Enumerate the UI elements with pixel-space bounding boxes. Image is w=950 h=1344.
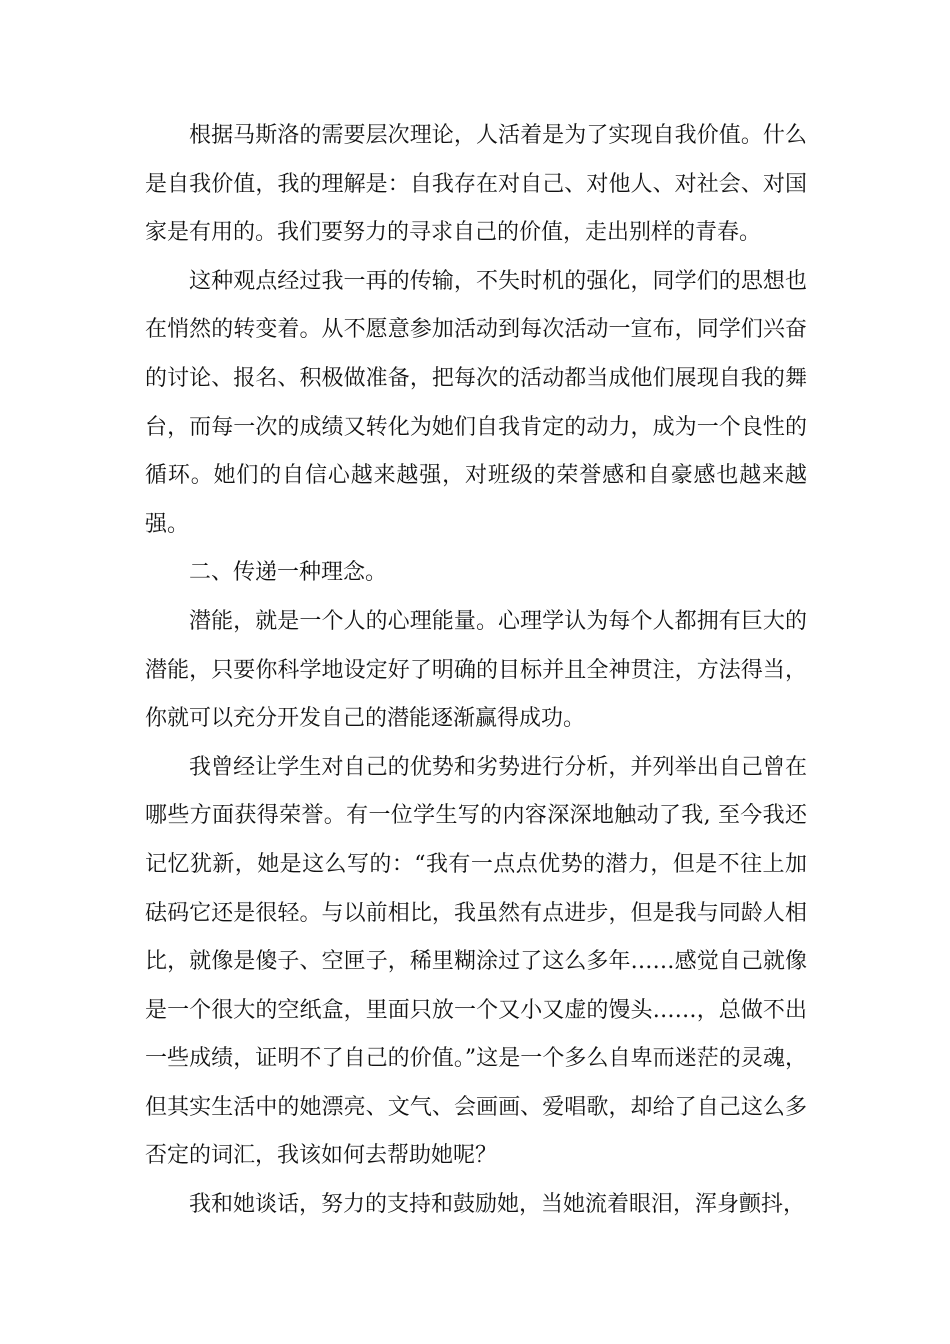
- paragraph-student-story: 我曾经让学生对自己的优势和劣势进行分析，并列举出自己曾在哪些方面获得荣誉。有一位学生写的内容深深地触动了我, 至今我还记忆犹新，她是这么写的：“我有一点点优势的潜力，但是不往上加砝码它还是很轻。与以前相比，我虽然有点进步，但是我与同龄人相比，就像是傻子、空匣子，稀里糊涂过了这么多年……感觉自己就像是一个很大的空纸盒，里面只放一个又小又虚的馒头……，总做不出一些成绩，证明不了自己的价值。”这是一个多么自卑而迷茫的灵魂，但其实生活中的她漂亮、文气、会画画、爱唱歌，却给了自己这么多否定的词汇，我该如何去帮助她呢？: [145, 754, 807, 1169]
- document-body: [145, 112, 807, 1230]
- section-heading-2: 二、传递一种理念。: [189, 560, 388, 586]
- paragraph-self-value: 根据马斯洛的需要层次理论，人活着是为了实现自我价值。什么是自我价值，我的理解是：自我存在对自己、对他人、对社会、对国家是有用的。我们要努力的寻求自己的价值，走出别样的青春。: [145, 123, 807, 246]
- paragraph-potential: 潜能，就是一个人的心理能量。心理学认为每个人都拥有巨大的潜能，只要你科学地设定好了明确的目标并且全神贯注，方法得当，你就可以充分开发自己的潜能逐渐赢得成功。: [145, 608, 807, 732]
- paragraph-viewpoint-change: 这种观点经过我一再的传输，不失时机的强化，同学们的思想也在悄然的转变着。从不愿意参加活动到每次活动一宣布，同学们兴奋的讨论、报名、积极做准备，把每次的活动都当成他们展现自我的舞台，而每一次的成绩又转化为她们自我肯定的动力，成为一个良性的循环。她们的自信心越来越强，对班级的荣誉感和自豪感也越来越强。: [145, 268, 807, 537]
- paragraph-conversation: 我和她谈话，努力的支持和鼓励她，当她流着眼泪，浑身颤抖，: [189, 1192, 806, 1218]
